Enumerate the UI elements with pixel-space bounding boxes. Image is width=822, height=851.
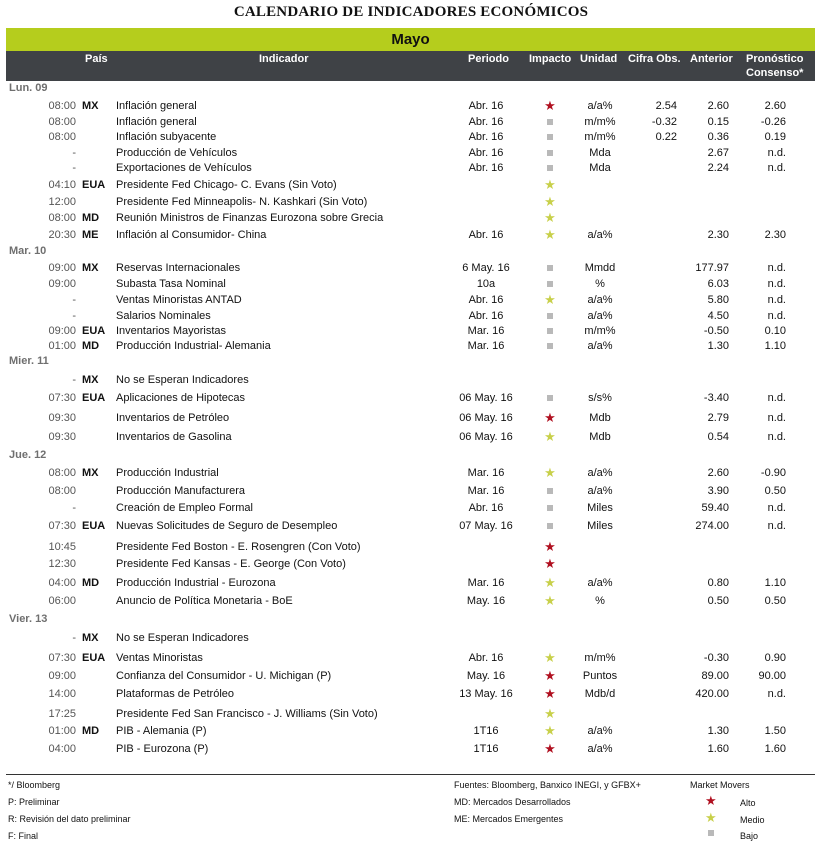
time-cell: 07:30 xyxy=(48,392,76,404)
indicator-cell: Producción Manufacturera xyxy=(116,485,246,497)
indicator-cell: Producción de Vehículos xyxy=(116,147,238,159)
footnote-fuentes: Fuentes: Bloomberg, Banxico INEGI, y GFBX+ xyxy=(454,780,641,790)
observed-cell: 0.22 xyxy=(655,131,677,143)
indicator-cell: Inventarios Mayoristas xyxy=(116,325,227,337)
unit-cell: a/a% xyxy=(587,294,613,306)
time-cell: 09:30 xyxy=(48,412,76,424)
impact-low-square-icon xyxy=(539,392,561,404)
time-cell: 09:00 xyxy=(48,278,76,290)
table-row xyxy=(6,558,815,574)
impact-high-star-icon: ★ xyxy=(544,410,556,425)
page-title: CALENDARIO DE INDICADORES ECONÓMICOS xyxy=(233,4,589,20)
period-cell: 06 May. 16 xyxy=(459,412,513,424)
indicator-cell: Exportaciones de Vehículos xyxy=(116,162,252,174)
day-label: Mar. 10 xyxy=(9,245,47,257)
impact-low-square-icon xyxy=(539,147,561,159)
legend-medio: Medio xyxy=(740,815,765,825)
impact-high-star-icon: ★ xyxy=(544,686,556,701)
table-row xyxy=(6,595,815,611)
previous-cell: 1.30 xyxy=(707,725,729,737)
table-row xyxy=(6,294,815,310)
previous-cell: -0.30 xyxy=(703,652,729,664)
time-cell: 01:00 xyxy=(48,340,76,352)
previous-cell: 4.50 xyxy=(707,310,729,322)
time-cell: 09:00 xyxy=(48,262,76,274)
table-row xyxy=(6,278,815,294)
day-header xyxy=(6,449,815,465)
impact-high-star-icon: ★ xyxy=(544,98,556,113)
consensus-cell: n.d. xyxy=(767,392,786,404)
footnote-bloomberg: */ Bloomberg xyxy=(8,780,61,790)
indicator-cell: Inflación al Consumidor- China xyxy=(116,229,267,241)
period-cell: Abr. 16 xyxy=(468,502,504,514)
time-cell: 06:00 xyxy=(48,595,76,607)
indicator-cell: Presidente Fed Chicago- C. Evans (Sin Voto) xyxy=(116,179,337,191)
impact-medium-star-icon: ★ xyxy=(544,177,556,192)
indicator-cell: Reunión Ministros de Finanzas Eurozona sobre Grecia xyxy=(116,212,384,224)
consensus-cell: 0.10 xyxy=(764,325,786,337)
time-cell: 08:00 xyxy=(48,131,76,143)
impact-medium-star-icon: ★ xyxy=(544,292,556,307)
time-cell: - xyxy=(72,162,76,174)
header-impacto: Impacto xyxy=(529,53,572,65)
previous-cell: 1.30 xyxy=(707,340,729,352)
table-row xyxy=(6,392,815,408)
impact-low-square-icon xyxy=(539,485,561,497)
indicator-cell: No se Esperan Indicadores xyxy=(116,374,249,386)
header-anterior: Anterior xyxy=(690,53,733,65)
table-header xyxy=(6,51,815,81)
consensus-cell: 2.30 xyxy=(764,229,786,241)
unit-cell: m/m% xyxy=(584,131,616,143)
unit-cell: a/a% xyxy=(587,467,613,479)
period-cell: Mar. 16 xyxy=(467,467,505,479)
day-label: Lun. 09 xyxy=(9,82,48,94)
time-cell: 04:10 xyxy=(48,179,76,191)
consensus-cell: n.d. xyxy=(767,431,786,443)
unit-cell: Mdb xyxy=(589,412,611,424)
impact-low-square-icon xyxy=(539,116,561,128)
previous-cell: 5.80 xyxy=(707,294,729,306)
table-row xyxy=(6,743,815,759)
impact-medium-star-icon: ★ xyxy=(544,210,556,225)
indicator-cell: Presidente Fed Minneapolis- N. Kashkari (Sin Voto) xyxy=(116,196,368,208)
time-cell: 09:00 xyxy=(48,325,76,337)
indicator-cell: Anuncio de Política Monetaria - BoE xyxy=(116,595,293,607)
consensus-cell: 2.60 xyxy=(764,100,786,112)
impact-low-square-icon xyxy=(539,502,561,514)
unit-cell: a/a% xyxy=(587,577,613,589)
period-cell: 13 May. 16 xyxy=(459,688,513,700)
country-cell: MX xyxy=(82,262,99,274)
time-cell: - xyxy=(72,502,76,514)
footer-divider xyxy=(6,774,815,775)
previous-cell: 89.00 xyxy=(701,670,729,682)
table-row xyxy=(6,374,815,390)
header-consenso: Consenso* xyxy=(746,67,804,79)
period-cell: 10a xyxy=(476,278,496,290)
day-header xyxy=(6,613,815,629)
time-cell: 08:00 xyxy=(48,467,76,479)
period-cell: Abr. 16 xyxy=(468,162,504,174)
impact-low-square-icon xyxy=(539,340,561,352)
header-cifra: Cifra Obs. xyxy=(628,53,681,65)
period-cell: Mar. 16 xyxy=(467,577,505,589)
time-cell: 10:45 xyxy=(48,541,76,553)
country-cell: MX xyxy=(82,100,99,112)
month-banner: Mayo xyxy=(6,28,815,51)
previous-cell: 2.60 xyxy=(707,100,729,112)
consensus-cell: 1.60 xyxy=(764,743,786,755)
country-cell: EUA xyxy=(82,325,106,337)
indicator-cell: Producción Industrial xyxy=(116,467,219,479)
time-cell: 12:30 xyxy=(48,558,76,570)
country-cell: ME xyxy=(82,229,99,241)
consensus-cell: n.d. xyxy=(767,502,786,514)
impact-high-star-icon: ★ xyxy=(544,668,556,683)
header-unidad: Unidad xyxy=(580,53,618,65)
previous-cell: 0.15 xyxy=(707,116,729,128)
country-cell: MX xyxy=(82,374,99,386)
impact-medium-star-icon: ★ xyxy=(544,706,556,721)
table-row xyxy=(6,485,815,501)
consensus-cell: n.d. xyxy=(767,262,786,274)
country-cell: MD xyxy=(82,340,100,352)
period-cell: Mar. 16 xyxy=(467,325,505,337)
previous-cell: 2.24 xyxy=(707,162,729,174)
previous-cell: 59.40 xyxy=(701,502,729,514)
unit-cell: Mmdd xyxy=(584,262,616,274)
unit-cell: a/a% xyxy=(587,229,613,241)
period-cell: Abr. 16 xyxy=(468,652,504,664)
consensus-cell: 1.10 xyxy=(764,577,786,589)
legend-star-yellow-icon: ★ xyxy=(705,810,717,825)
previous-cell: 2.67 xyxy=(707,147,729,159)
indicator-cell: No se Esperan Indicadores xyxy=(116,632,249,644)
table-row xyxy=(6,412,815,428)
day-label: Jue. 12 xyxy=(9,449,47,461)
header-pronostico: Pronóstico xyxy=(746,53,804,65)
consensus-cell: 0.90 xyxy=(764,652,786,664)
indicator-cell: Presidente Fed Kansas - E. George (Con Voto) xyxy=(116,558,346,570)
previous-cell: -0.50 xyxy=(703,325,729,337)
previous-cell: 420.00 xyxy=(695,688,729,700)
consensus-cell: n.d. xyxy=(767,520,786,532)
indicator-cell: Presidente Fed Boston - E. Rosengren (Con Voto) xyxy=(116,541,361,553)
consensus-cell: n.d. xyxy=(767,294,786,306)
table-row xyxy=(6,179,815,195)
previous-cell: 1.60 xyxy=(707,743,729,755)
impact-low-square-icon xyxy=(539,278,561,290)
indicator-cell: Ventas Minoristas ANTAD xyxy=(116,294,242,306)
time-cell: 09:30 xyxy=(48,431,76,443)
indicator-cell: Nuevas Solicitudes de Seguro de Desempleo xyxy=(116,520,338,532)
indicator-cell: Producción Industrial - Eurozona xyxy=(116,577,276,589)
indicator-cell: Inventarios de Petróleo xyxy=(116,412,230,424)
period-cell: Abr. 16 xyxy=(468,116,504,128)
country-cell: EUA xyxy=(82,392,106,404)
table-row xyxy=(6,116,815,132)
previous-cell: 177.97 xyxy=(695,262,729,274)
period-cell: Abr. 16 xyxy=(468,100,504,112)
consensus-cell: n.d. xyxy=(767,412,786,424)
indicator-cell: Confianza del Consumidor - U. Michigan (P) xyxy=(116,670,332,682)
table-row xyxy=(6,541,815,557)
indicator-cell: Salarios Nominales xyxy=(116,310,211,322)
unit-cell: a/a% xyxy=(587,310,613,322)
time-cell: 20:30 xyxy=(48,229,76,241)
time-cell: 08:00 xyxy=(48,212,76,224)
previous-cell: 0.54 xyxy=(707,431,729,443)
time-cell: - xyxy=(72,147,76,159)
day-header xyxy=(6,355,815,371)
impact-high-star-icon: ★ xyxy=(544,539,556,554)
legend-alto: Alto xyxy=(740,798,756,808)
observed-cell: 2.54 xyxy=(655,100,677,112)
table-row xyxy=(6,162,815,178)
country-cell: EUA xyxy=(82,520,106,532)
table-row xyxy=(6,212,815,228)
previous-cell: 274.00 xyxy=(695,520,729,532)
time-cell: 04:00 xyxy=(48,743,76,755)
unit-cell: m/m% xyxy=(584,116,616,128)
table-row xyxy=(6,708,815,724)
country-cell: EUA xyxy=(82,179,106,191)
header-periodo: Periodo xyxy=(468,53,509,65)
unit-cell: Puntos xyxy=(582,670,618,682)
indicator-cell: Producción Industrial- Alemania xyxy=(116,340,271,352)
day-label: Vier. 13 xyxy=(9,613,48,625)
day-label: Mier. 11 xyxy=(9,355,49,367)
day-header xyxy=(6,82,815,98)
unit-cell: Mdb/d xyxy=(584,688,616,700)
table-row xyxy=(6,688,815,704)
table-row xyxy=(6,229,815,245)
legend-star-red-icon: ★ xyxy=(705,793,717,808)
unit-cell: s/s% xyxy=(588,392,612,404)
observed-cell: -0.32 xyxy=(651,116,677,128)
consensus-cell: 1.10 xyxy=(764,340,786,352)
period-cell: Abr. 16 xyxy=(468,229,504,241)
indicator-cell: PIB - Alemania (P) xyxy=(116,725,207,737)
table-row xyxy=(6,632,815,648)
consensus-cell: n.d. xyxy=(767,162,786,174)
time-cell: 01:00 xyxy=(48,725,76,737)
impact-medium-star-icon: ★ xyxy=(544,465,556,480)
table-row xyxy=(6,670,815,686)
time-cell: - xyxy=(72,310,76,322)
indicator-cell: Inventarios de Gasolina xyxy=(116,431,232,443)
header-indicador: Indicador xyxy=(259,53,309,65)
indicator-cell: Inflación subyacente xyxy=(116,131,217,143)
period-cell: 1T16 xyxy=(473,743,499,755)
time-cell: 07:30 xyxy=(48,652,76,664)
day-header xyxy=(6,245,815,261)
table-row xyxy=(6,310,815,326)
impact-low-square-icon xyxy=(539,520,561,532)
indicator-cell: Creación de Empleo Formal xyxy=(116,502,253,514)
table-row xyxy=(6,652,815,668)
impact-low-square-icon xyxy=(539,325,561,337)
table-row xyxy=(6,340,815,356)
consensus-cell: 0.50 xyxy=(764,485,786,497)
time-cell: 08:00 xyxy=(48,100,76,112)
unit-cell: Miles xyxy=(587,502,613,514)
legend-bajo: Bajo xyxy=(740,831,759,841)
period-cell: 1T16 xyxy=(473,725,499,737)
consensus-cell: -0.90 xyxy=(760,467,786,479)
table-row xyxy=(6,147,815,163)
impact-low-square-icon xyxy=(539,262,561,274)
unit-cell: a/a% xyxy=(587,485,613,497)
previous-cell: 2.30 xyxy=(707,229,729,241)
table-row xyxy=(6,100,815,116)
indicator-cell: Inflación general xyxy=(116,116,197,128)
time-cell: 04:00 xyxy=(48,577,76,589)
consensus-cell: n.d. xyxy=(767,147,786,159)
period-cell: Abr. 16 xyxy=(468,310,504,322)
previous-cell: 2.60 xyxy=(707,467,729,479)
time-cell: 08:00 xyxy=(48,116,76,128)
previous-cell: -3.40 xyxy=(703,392,729,404)
period-cell: May. 16 xyxy=(466,670,506,682)
table-row xyxy=(6,196,815,212)
previous-cell: 0.80 xyxy=(707,577,729,589)
impact-medium-star-icon: ★ xyxy=(544,429,556,444)
consensus-cell: n.d. xyxy=(767,278,786,290)
previous-cell: 0.36 xyxy=(707,131,729,143)
unit-cell: % xyxy=(595,278,605,290)
table-row xyxy=(6,325,815,341)
unit-cell: Mda xyxy=(589,147,611,159)
unit-cell: a/a% xyxy=(587,100,613,112)
period-cell: Abr. 16 xyxy=(468,294,504,306)
impact-medium-star-icon: ★ xyxy=(544,227,556,242)
consensus-cell: n.d. xyxy=(767,688,786,700)
previous-cell: 0.50 xyxy=(707,595,729,607)
indicator-cell: Ventas Minoristas xyxy=(116,652,203,664)
unit-cell: Mdb xyxy=(589,431,611,443)
indicator-cell: Reservas Internacionales xyxy=(116,262,241,274)
unit-cell: % xyxy=(595,595,605,607)
footnote-revision: R: Revisión del dato preliminar xyxy=(8,814,131,824)
consensus-cell: 0.19 xyxy=(764,131,786,143)
table-row xyxy=(6,725,815,741)
country-cell: MX xyxy=(82,467,99,479)
impact-low-square-icon xyxy=(539,162,561,174)
consensus-cell: 90.00 xyxy=(758,670,786,682)
consensus-cell: 0.50 xyxy=(764,595,786,607)
table-row xyxy=(6,262,815,278)
impact-medium-star-icon: ★ xyxy=(544,194,556,209)
unit-cell: Miles xyxy=(587,520,613,532)
time-cell: - xyxy=(72,294,76,306)
time-cell: 09:00 xyxy=(48,670,76,682)
country-cell: MD xyxy=(82,725,100,737)
unit-cell: a/a% xyxy=(587,743,613,755)
consensus-cell: n.d. xyxy=(767,310,786,322)
table-row xyxy=(6,431,815,447)
impact-low-square-icon xyxy=(539,131,561,143)
time-cell: 14:00 xyxy=(48,688,76,700)
unit-cell: a/a% xyxy=(587,725,613,737)
period-cell: 6 May. 16 xyxy=(462,262,510,274)
country-cell: MX xyxy=(82,632,99,644)
period-cell: 06 May. 16 xyxy=(459,392,513,404)
table-row xyxy=(6,131,815,147)
unit-cell: m/m% xyxy=(584,652,616,664)
period-cell: Mar. 16 xyxy=(467,340,505,352)
indicator-cell: Inflación general xyxy=(116,100,197,112)
indicator-cell: Subasta Tasa Nominal xyxy=(116,278,226,290)
footnote-preliminar: P: Preliminar xyxy=(8,797,60,807)
previous-cell: 2.79 xyxy=(707,412,729,424)
unit-cell: m/m% xyxy=(584,325,616,337)
period-cell: Abr. 16 xyxy=(468,131,504,143)
impact-medium-star-icon: ★ xyxy=(544,593,556,608)
time-cell: 07:30 xyxy=(48,520,76,532)
period-cell: Abr. 16 xyxy=(468,147,504,159)
period-cell: Mar. 16 xyxy=(467,485,505,497)
consensus-cell: -0.26 xyxy=(760,116,786,128)
footnote-md: MD: Mercados Desarrollados xyxy=(454,797,571,807)
unit-cell: Mda xyxy=(589,162,611,174)
header-pais: País xyxy=(85,53,108,65)
country-cell: EUA xyxy=(82,652,106,664)
table-row xyxy=(6,577,815,593)
impact-high-star-icon: ★ xyxy=(544,741,556,756)
impact-low-square-icon xyxy=(539,310,561,322)
indicator-cell: Aplicaciones de Hipotecas xyxy=(116,392,246,404)
legend-title: Market Movers xyxy=(690,780,750,790)
table-row xyxy=(6,520,815,536)
indicator-cell: Presidente Fed San Francisco - J. Williams (Sin Voto) xyxy=(116,708,378,720)
time-cell: 17:25 xyxy=(48,708,76,720)
indicator-cell: Plataformas de Petróleo xyxy=(116,688,235,700)
country-cell: MD xyxy=(82,577,100,589)
footnote-final: F: Final xyxy=(8,831,39,841)
legend-square-icon xyxy=(708,828,714,838)
impact-medium-star-icon: ★ xyxy=(544,575,556,590)
time-cell: - xyxy=(72,374,76,386)
table-row xyxy=(6,502,815,518)
unit-cell: a/a% xyxy=(587,340,613,352)
period-cell: May. 16 xyxy=(466,595,506,607)
previous-cell: 6.03 xyxy=(707,278,729,290)
time-cell: - xyxy=(72,632,76,644)
impact-medium-star-icon: ★ xyxy=(544,723,556,738)
impact-high-star-icon: ★ xyxy=(544,556,556,571)
impact-medium-star-icon: ★ xyxy=(544,650,556,665)
period-cell: 07 May. 16 xyxy=(459,520,513,532)
previous-cell: 3.90 xyxy=(707,485,729,497)
consensus-cell: 1.50 xyxy=(764,725,786,737)
table-row xyxy=(6,467,815,483)
period-cell: 06 May. 16 xyxy=(459,431,513,443)
indicator-cell: PIB - Eurozona (P) xyxy=(116,743,209,755)
time-cell: 08:00 xyxy=(48,485,76,497)
footnote-me: ME: Mercados Emergentes xyxy=(454,814,564,824)
time-cell: 12:00 xyxy=(48,196,76,208)
country-cell: MD xyxy=(82,212,100,224)
